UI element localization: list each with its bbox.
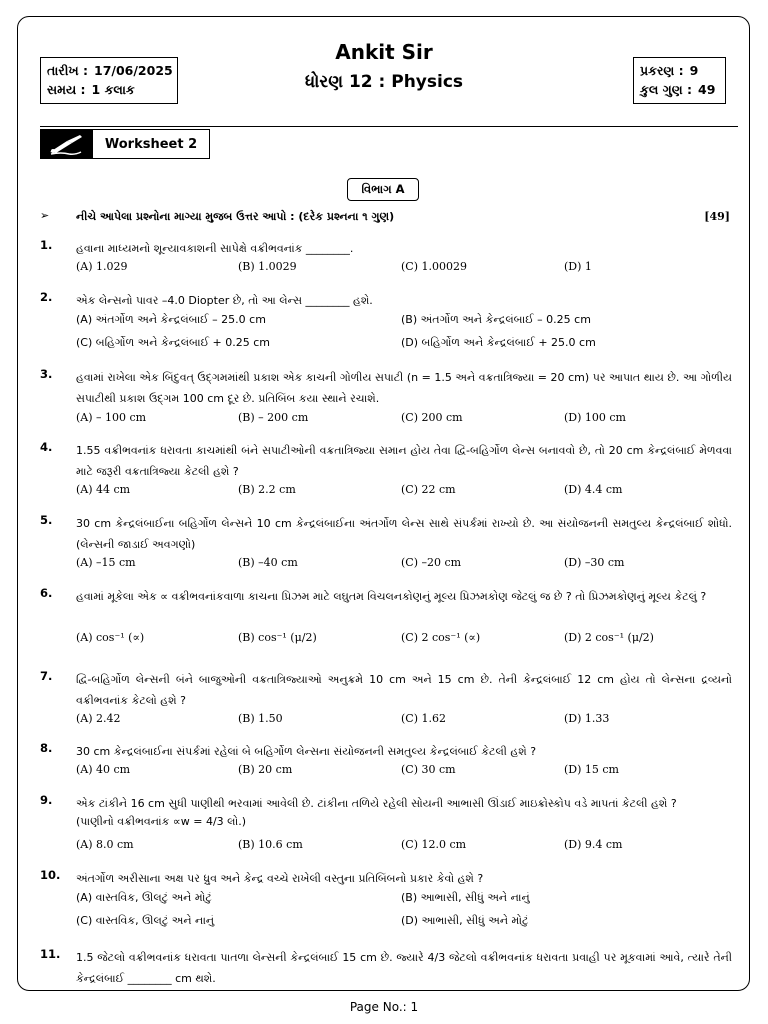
writing-hand-icon [40, 129, 92, 159]
question-number: 6. [40, 586, 53, 600]
option-b: (B) આભાસી, સીધું અને નાનું [401, 891, 530, 904]
marks-label: કુલ ગુણ : [640, 81, 693, 97]
option-b: (B) અંતર્ગોળ અને કેન્દ્રલંબાઈ – 0.25 cm [401, 313, 591, 326]
question-number: 10. [40, 868, 61, 882]
question-number: 9. [40, 793, 53, 807]
option-c: (C) 1.62 [401, 712, 446, 725]
section-label: વિભાગ A [347, 178, 419, 201]
question-text: 30 cm કેન્દ્રલંબાઈના સંપર્કમાં રહેલાં બે બહિર્ગોળ લેન્સના સંયોજનની સમતુલ્ય કેન્દ્રલંબાઈ કેટલી હશે ? [76, 745, 537, 758]
option-b: (B) 1.0029 [238, 260, 297, 273]
instruction-text: નીચે આપેલા પ્રશ્નોના માગ્યા મુજબ ઉત્તર આપો : (દરેક પ્રશ્નના ૧ ગુણ) [76, 210, 395, 223]
time-value: 1 કલાક [91, 81, 135, 97]
chapter-marks-box [633, 57, 726, 104]
option-a: (A) વાસ્તવિક, ઊલટું અને મોટું [76, 891, 212, 904]
question-number: 7. [40, 669, 53, 683]
option-c: (C) 22 cm [401, 483, 456, 496]
question-number: 5. [40, 513, 53, 527]
option-d: (D) 1.33 [564, 712, 610, 725]
option-a: (A) – 100 cm [76, 411, 147, 424]
option-a: (A) અંતર્ગોળ અને કેન્દ્રલંબાઈ – 25.0 cm [76, 313, 266, 326]
option-b: (B) 10.6 cm [238, 838, 303, 851]
option-a: (A) cos⁻¹ (∝) [76, 631, 145, 644]
option-d: (D) –30 cm [564, 556, 625, 569]
date-time-box [40, 57, 178, 104]
option-c: (C) વાસ્તવિક, ઊલટું અને નાનું [76, 914, 215, 927]
option-a: (A) 2.42 [76, 712, 121, 725]
standard-subject: ધોરણ 12 : Physics [304, 72, 464, 92]
option-d: (D) બહિર્ગોળ અને કેન્દ્રલંબાઈ + 25.0 cm [401, 336, 596, 349]
option-d: (D) 100 cm [564, 411, 626, 424]
option-c: (C) 12.0 cm [401, 838, 467, 851]
chapter-label: પ્રકરણ : [640, 62, 684, 78]
option-c: (C) 30 cm [401, 763, 456, 776]
option-a: (A) 1.029 [76, 260, 128, 273]
header-divider [40, 126, 738, 127]
option-c: (C) 2 cos⁻¹ (∝) [401, 631, 481, 644]
question-number: 11. [40, 947, 61, 961]
question-text: એક લેન્સનો પાવર –4.0 Diopter છે, તો આ લેન્સ ________ હશે. [76, 294, 373, 307]
question-text: હવાના માધ્યમનો શૂન્યાવકાશની સાપેક્ષે વક્રીભવનાંક ________. [76, 242, 354, 255]
question-number: 4. [40, 440, 53, 454]
option-d: (D) 9.4 cm [564, 838, 623, 851]
time-label: સમય : [47, 81, 86, 97]
option-b: (B) –40 cm [238, 556, 298, 569]
option-d: (D) 1 [564, 260, 592, 273]
question-number: 1. [40, 238, 53, 252]
question-number: 8. [40, 741, 53, 755]
option-b: (B) 2.2 cm [238, 483, 296, 496]
worksheet-label: Worksheet 2 [92, 129, 210, 159]
option-b: (B) 1.50 [238, 712, 283, 725]
arrow-icon: ➢ [40, 209, 50, 222]
date-label: તારીખ : [47, 62, 89, 78]
question-number: 2. [40, 290, 53, 304]
option-c: (C) –20 cm [401, 556, 462, 569]
option-c: (C) બહિર્ગોળ અને કેન્દ્રલંબાઈ + 0.25 cm [76, 336, 271, 349]
instruction-row [40, 209, 730, 227]
option-b: (B) cos⁻¹ (μ/2) [238, 631, 317, 644]
date-value: 17/06/2025 [94, 63, 173, 78]
option-c: (C) 1.00029 [401, 260, 467, 273]
option-d: (D) 2 cos⁻¹ (μ/2) [564, 631, 654, 644]
total-marks: [49] [704, 210, 730, 223]
option-d: (D) આભાસી, સીધું અને મોટું [401, 914, 529, 927]
option-b: (B) – 200 cm [238, 411, 309, 424]
option-c: (C) 200 cm [401, 411, 463, 424]
option-a: (A) 44 cm [76, 483, 131, 496]
option-d: (D) 15 cm [564, 763, 619, 776]
question-text: દ્વિ-બહિર્ગોળ લેન્સની બંને બાજુઓની વક્રતાત્રિજ્યાઓ અનુક્રમે 10 cm અને 15 cm છે. તેની કેન્દ્રલંબાઈ 12 cm હોય તો લેન્સના દ્રવ્યનો વક્રીભવનાંક કેટલો હશે ? [76, 673, 732, 707]
marks-value: 49 [698, 82, 716, 97]
question-text: હવામાં મૂકેલા એક ∝ વક્રીભવનાંકવાળા કાચના પ્રિઝમ માટે લઘુતમ વિચલનકોણનું મૂલ્ય પ્રિઝમકોણ જેટલું જ છે ? તો પ્રિઝમકોણનું મૂલ્ય કેટલું ? [76, 590, 707, 603]
question-text: 30 cm કેન્દ્રલંબાઈના બહિર્ગોળ લેન્સને 10 cm કેન્દ્રલંબાઈના અંતર્ગોળ લેન્સ સાથે સંપર્કમાં રાખ્યો છે. આ સંયોજનની સમતુલ્ય કેન્દ્રલંબાઈ શોધો. (લેન્સની જાડાઈ અવગણો) [76, 517, 732, 551]
option-d: (D) 4.4 cm [564, 483, 623, 496]
question-note: (પાણીનો વક્રીભવનાંક ∝w = 4/3 લો.) [76, 815, 246, 828]
chapter-value: 9 [689, 63, 699, 78]
question-text: એક ટાંકીને 16 cm સુધી પાણીથી ભરવામાં આવેલી છે. ટાંકીના તળિયે રહેલી સોયની આભાસી ઊંડાઈ માઇક્રોસ્કોપ વડે માપતાં કેટલી હશે ? [76, 797, 677, 810]
question-text: હવામાં રાખેલા એક બિંદુવત્ ઉદ્ગમમાંથી પ્રકાશ એક કાચની ગોળીય સપાટી (n = 1.5 અને વક્રતાત્રિજ્યા = 20 cm) પર આપાત થાય છે. આ ગોળીય સપાટીથી પ્રકાશ ઉદ્ગમ 100 cm દૂર છે. પ્રતિબિંબ કયા સ્થાને રચાશે. [76, 371, 732, 405]
question-text: 1.5 જેટલો વક્રીભવનાંક ધરાવતા પાતળા લેન્સની કેન્દ્રલંબાઈ 15 cm છે. જ્યારે 4/3 જેટલો વક્રીભવનાંક ધરાવતા પ્રવાહી પર મૂકવામાં આવે, ત્યારે તેની કેન્દ્રલંબાઈ ________ cm થશે. [76, 951, 732, 985]
teacher-name: Ankit Sir [335, 40, 433, 64]
option-a: (A) 8.0 cm [76, 838, 134, 851]
option-a: (A) –15 cm [76, 556, 136, 569]
option-b: (B) 20 cm [238, 763, 293, 776]
question-number: 3. [40, 367, 53, 381]
question-text: અંતર્ગોળ અરીસાના અક્ષ પર ધ્રુવ અને કેન્દ્ર વચ્ચે રાખેલી વસ્તુના પ્રતિબિંબનો પ્રકાર કેવો હશે ? [76, 872, 484, 885]
option-a: (A) 40 cm [76, 763, 131, 776]
question-text: 1.55 વક્રીભવનાંક ધરાવતા કાચમાંથી બંને સપાટીઓની વક્રતાત્રિજ્યા સમાન હોય તેવા દ્વિ-બહિર્ગોળ લેન્સ બનાવવો છે, તો 20 cm કેન્દ્રલંબાઈ મેળવવા માટે જરૂરી વક્રતાત્રિજ્યા કેટલી હશે ? [76, 444, 732, 478]
page-number: Page No.: 1 [349, 1000, 419, 1014]
